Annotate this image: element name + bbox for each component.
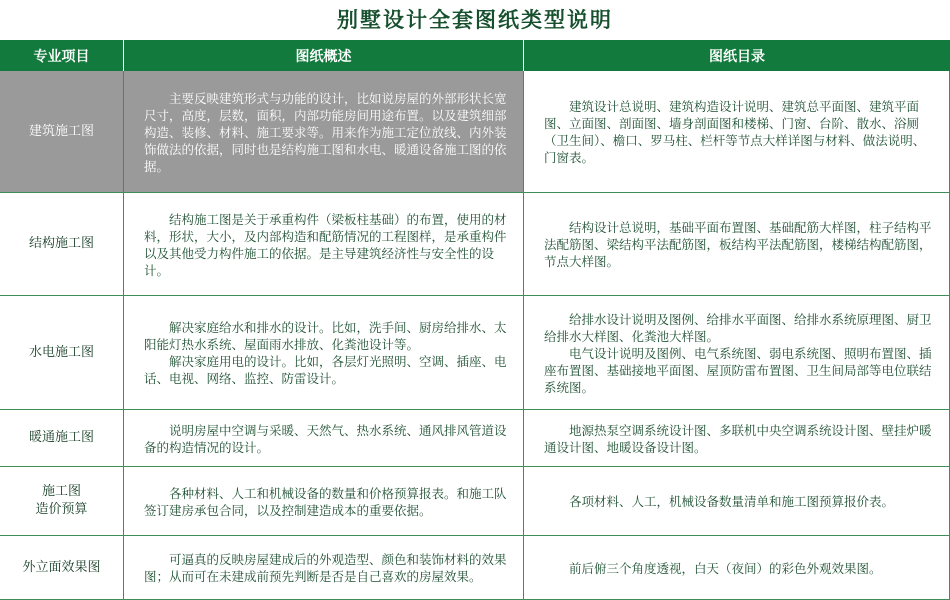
overview-paragraph: 可逼真的反映房屋建成后的外观造型、颜色和装饰材料的效果图；从而可在未建成前预先判断是否是自己喜欢的房屋效果。 — [144, 552, 507, 584]
row-name-rendering: 外立面效果图 — [0, 536, 124, 600]
drawing-types-table — [0, 40, 950, 600]
catalog-paragraph: 前后俯三个角度透视，白天（夜间）的彩色外观效果图。 — [569, 560, 882, 576]
row-name-architecture: 建筑施工图 — [0, 71, 124, 193]
overview-paragraph: 说明房屋中空调与采暖、天然气、热水系统、通风排风管道设备的构造情况的设计。 — [144, 422, 507, 455]
row-name-plumbing-electrical: 水电施工图 — [0, 296, 124, 410]
row-catalog-plumbing-electrical — [524, 296, 950, 410]
catalog-paragraph: 建筑设计总说明、建筑构造设计说明、建筑总平面图、建筑平面图、立面图、剖面图、墙身剖面图和楼梯、门窗、台阶、散水、浴厕（卫生间）、檐口、罗马柱、栏杆等节点大样详图与材料、做法说明、门窗表。 — [544, 99, 926, 165]
row-catalog-rendering — [524, 536, 950, 600]
overview-paragraph: 解决家庭给水和排水的设计。比如，洗手间、厨房给排水、太阳能灯热水系统、屋面雨水排放、化粪池设计等。 — [144, 320, 507, 352]
row-name-structure: 结构施工图 — [0, 193, 124, 296]
catalog-paragraph: 地源热泵空调系统设计图、多联机中央空调系统设计图、壁挂炉暖通设计图、地暖设备设计图。 — [544, 422, 932, 455]
catalog-paragraph: 电气设计说明及图例、电气系统图、弱电系统图、照明布置图、插座布置图、基础接地平面图、屋顶防雷布置图、卫生间局部等电位联结系统图。 — [544, 345, 932, 395]
header-overview: 图纸概述 — [124, 40, 524, 71]
row-overview-plumbing-electrical — [124, 296, 524, 410]
overview-paragraph: 结构施工图是关于承重构件（梁板柱基础）的布置，使用的材料，形状，大小，及内部构造和配筋情况的工程图样，是承重构件以及其他受力构件施工的依据。是主导建筑经济性与安全性的设计。 — [144, 211, 507, 278]
row-name-budget: 施工图 造价预算 — [0, 467, 124, 536]
row-catalog-architecture — [524, 71, 950, 193]
catalog-paragraph: 给排水设计说明及图例、给排水平面图、给排水系统原理图、厨卫给排水大样图、化粪池大样图。 — [544, 311, 932, 344]
row-overview-hvac — [124, 410, 524, 467]
overview-paragraph: 解决家庭用电的设计。比如，各层灯光照明、空调、插座、电话、电视、网络、监控、防雷设计。 — [144, 354, 507, 386]
row-name-hvac: 暖通施工图 — [0, 410, 124, 467]
overview-paragraph: 主要反映建筑形式与功能的设计，比如说房屋的外部形状长宽尺寸，高度，层数，面积，内部功能房间用途布置。以及建筑细部构造、装修、材料、施工要求等。用来作为施工定位放线、内外装饰做法的依据，同时也是结构施工图和水电、暖通设备施工图的依据。 — [144, 90, 507, 174]
row-catalog-hvac — [524, 410, 950, 467]
row-overview-structure — [124, 193, 524, 296]
row-overview-architecture — [124, 71, 524, 193]
row-overview-rendering — [124, 536, 524, 600]
row-catalog-budget — [524, 467, 950, 536]
header-project: 专业项目 — [0, 40, 124, 71]
page-title: 别墅设计全套图纸类型说明 — [337, 8, 613, 32]
catalog-paragraph: 结构设计总说明，基础平面布置图、基础配筋大样图，柱子结构平法配筋图、梁结构平法配筋图，板结构平法配筋图，楼梯结构配筋图，节点大样图。 — [544, 220, 932, 269]
row-overview-budget — [124, 467, 524, 536]
row-catalog-structure — [524, 193, 950, 296]
catalog-paragraph: 各项材料、人工，机械设备数量清单和施工图预算报价表。 — [569, 494, 895, 509]
header-catalog: 图纸目录 — [524, 40, 950, 71]
overview-paragraph: 各种材料、人工和机械设备的数量和价格预算报表。和施工队签订建房承包合同，以及控制建造成本的重要依据。 — [144, 485, 507, 518]
